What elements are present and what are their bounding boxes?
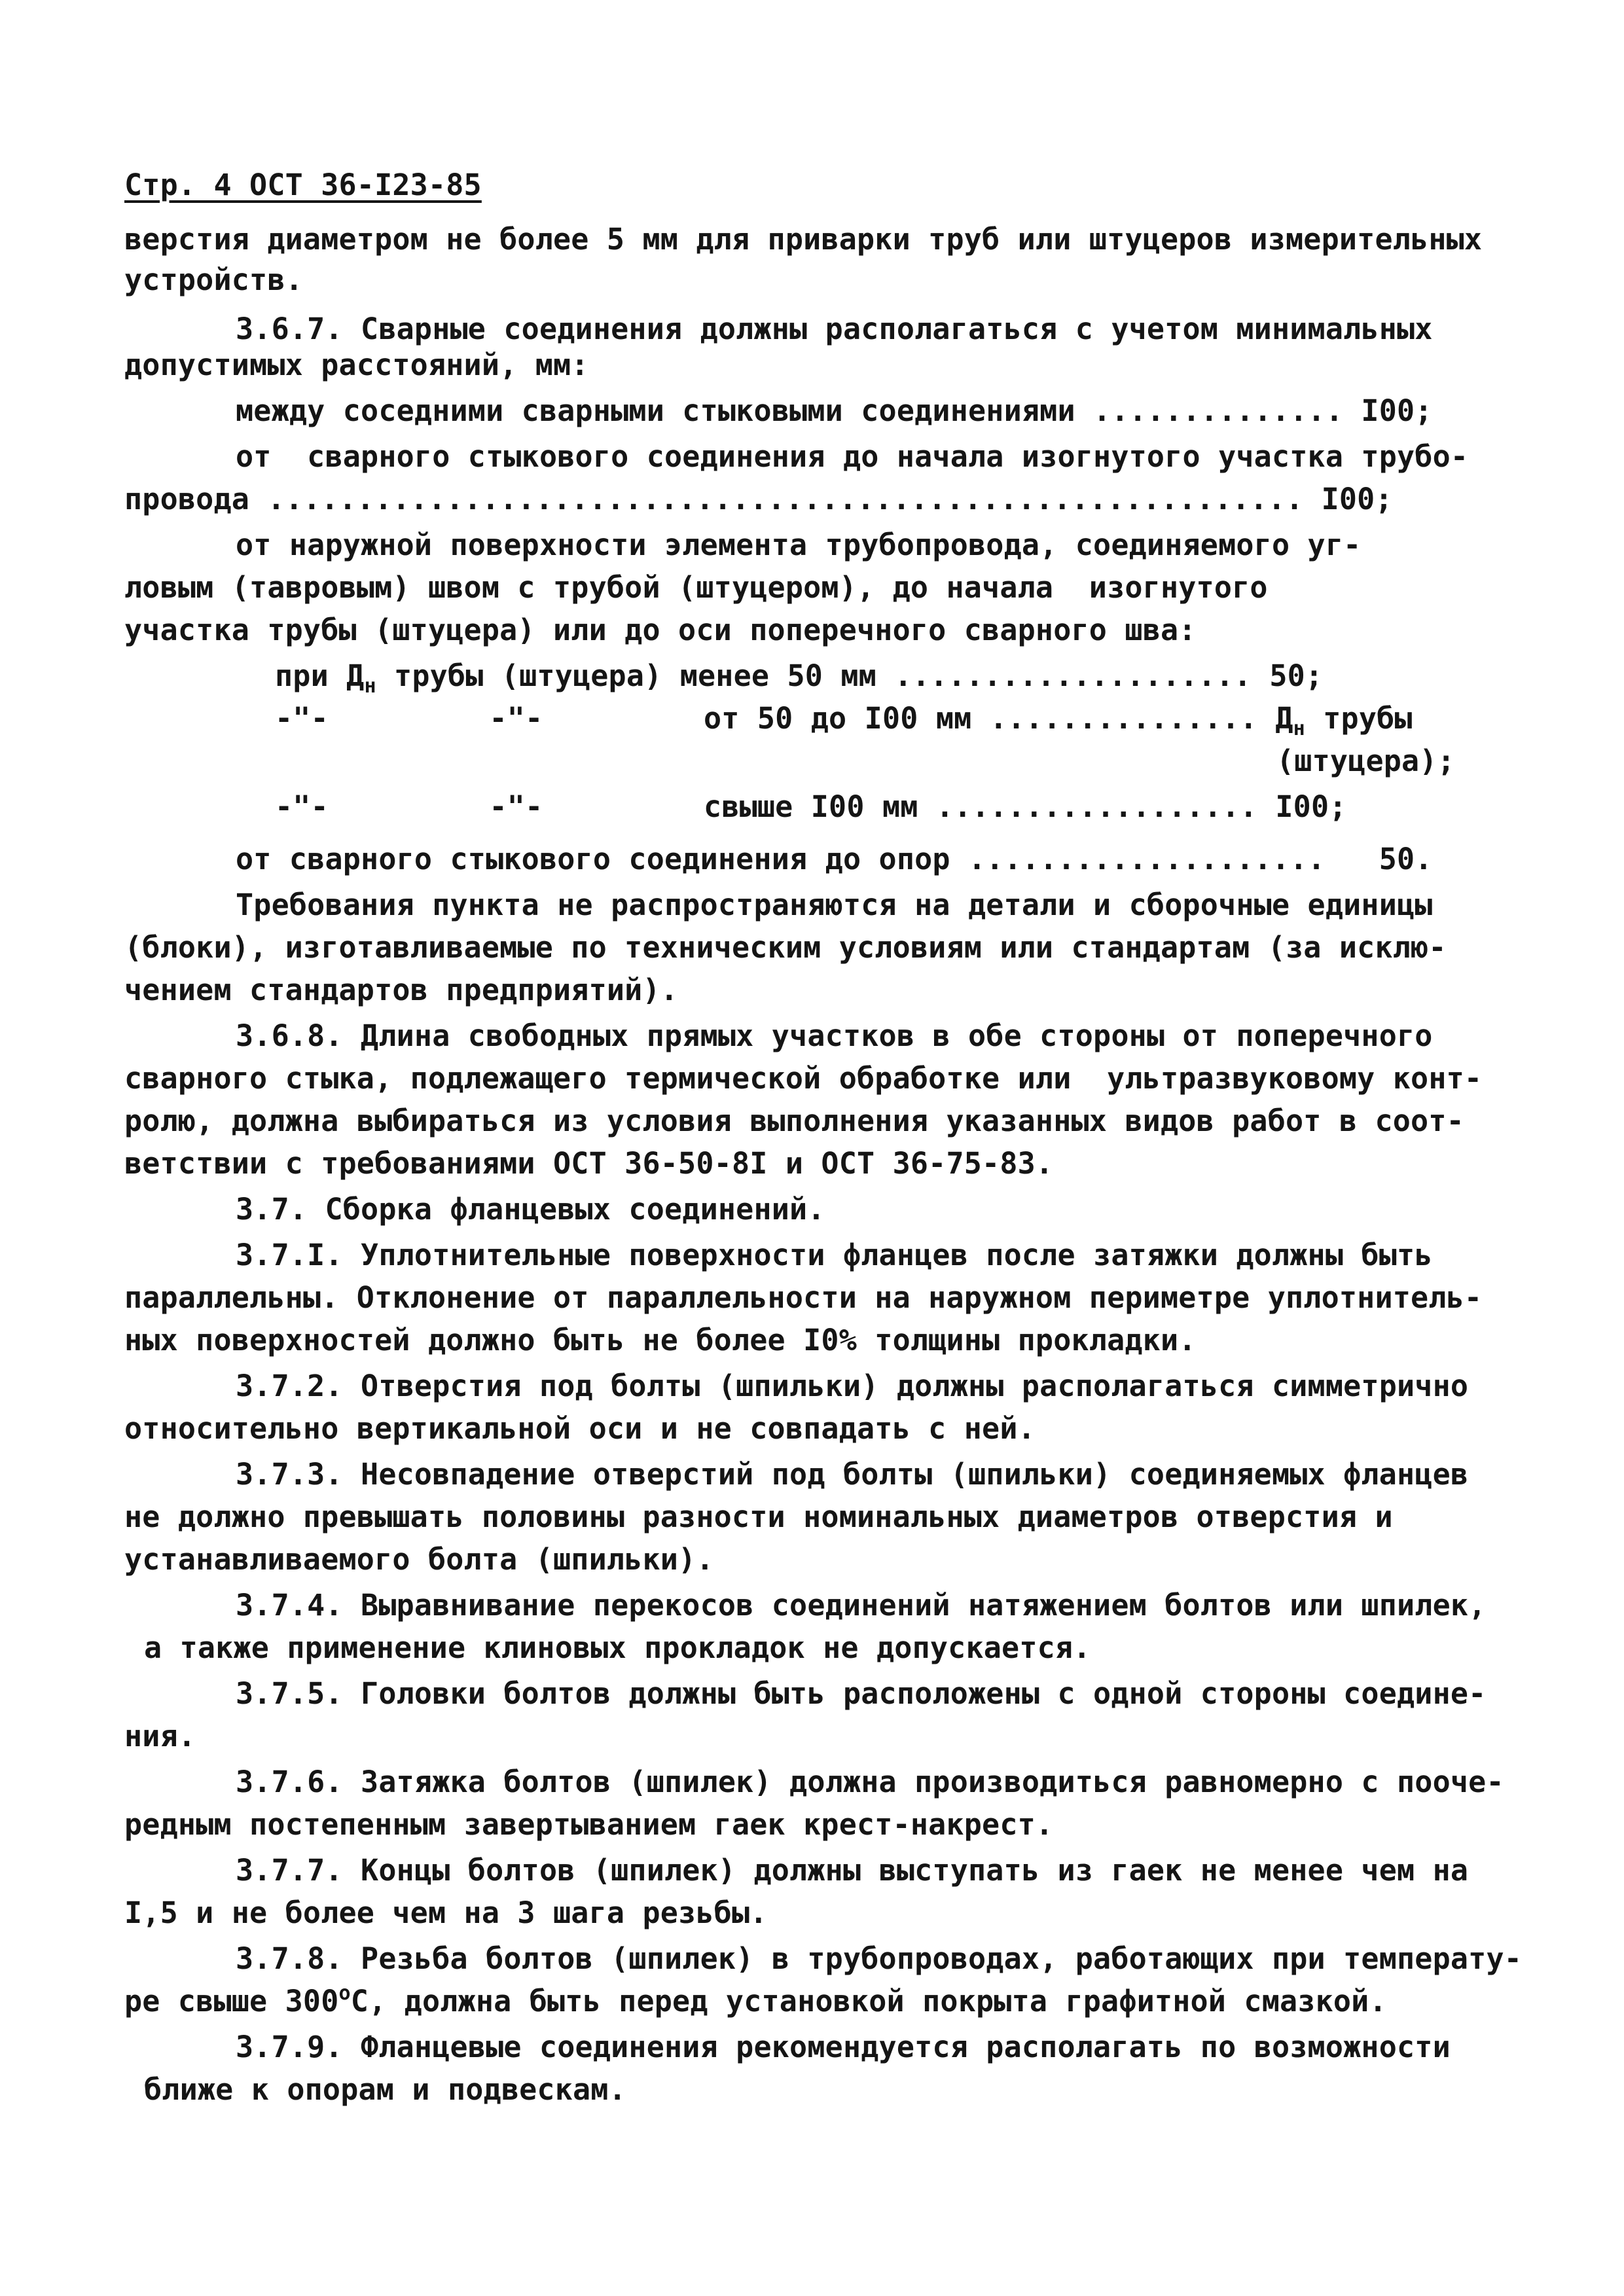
text-line: допустимых расстояний, мм: <box>124 348 589 382</box>
text-line: ных поверхностей должно быть не более I0% толщины прокладки. <box>124 1323 1197 1357</box>
text-line: редным постепенным завертыванием гаек крест-накрест. <box>124 1807 1054 1842</box>
clause-3-7-6: 3.7.6. Затяжка болтов (шпилек) должна производиться равномерно с поoче- <box>236 1765 1504 1799</box>
clause-3-7: 3.7. Сборка фланцевых соединений. <box>236 1192 825 1227</box>
text-line: от сварного стыкового соединения до опор .................... 50. <box>236 842 1433 876</box>
text-line: не должно превышать половины разности номинальных диаметров отверстия и <box>124 1499 1393 1534</box>
text-line: участка трубы (штуцера) или до оси поперечного сварного шва: <box>124 613 1197 647</box>
text-line: Требования пункта не распространяются на детали и сборочные единицы <box>236 888 1433 922</box>
text-line: ветствии с требованиями ОСТ 36-50-8I и ОСТ 36-75-83. <box>124 1146 1054 1181</box>
text-line: от наружной поверхности элемента трубопровода, соединяемого уг- <box>236 528 1362 562</box>
text-line: от сварного стыкового соединения до начала изогнутого участка трубо- <box>236 439 1469 474</box>
text-line: а также применение клиновых прокладок не допускается. <box>144 1630 1091 1665</box>
text-line: I,5 и не более чем на 3 шага резьбы. <box>124 1895 768 1930</box>
clause-3-7-3: 3.7.3. Несовпадение отверстий под болты (шпильки) соединяемых фланцев <box>236 1457 1469 1492</box>
text-line: устройств. <box>124 262 303 297</box>
clause-3-7-5: 3.7.5. Головки болтов должны быть расположены с одной стороны соедине- <box>236 1676 1487 1711</box>
text-line: устанавливаемого болта (шпильки). <box>124 1542 714 1577</box>
text-line: между соседними сварными стыковыми соединениями .............. I00; <box>236 393 1433 428</box>
text-line: ловым (тавровым) швом с трубой (штуцером), до начала изогнутого <box>124 570 1268 605</box>
text-line: при $Д_н$ трубы (штуцера) менее 50 мм .................... 50; <box>275 658 1324 698</box>
text-line: относительно вертикальной оси и не совпадать с ней. <box>124 1411 1036 1446</box>
text-line: -"- -"- от 50 до I00 мм ............... $Д_н$ трубы <box>275 701 1413 740</box>
text-line: параллельны. Отклонение от параллельности на наружном периметре уплотнитель- <box>124 1280 1483 1315</box>
clause-3-7-1: 3.7.I. Уплотнительные поверхности фланцев после затяжки должны быть <box>236 1238 1433 1272</box>
page-header: Стр. 4 ОСТ 36-I23-85 <box>124 168 482 202</box>
text-line: провода .......................................................... I00; <box>124 482 1393 516</box>
clause-3-7-8: 3.7.8. Резьба болтов (шпилек) в трубопроводах, работающих при температу- <box>236 1941 1523 1976</box>
text-line: чением стандартов предприятий). <box>124 973 679 1007</box>
text-line: (штуцера); <box>1276 744 1455 778</box>
text-line: (блоки), изготавливаемые по техническим условиям или стандартам (за исклю- <box>124 930 1447 965</box>
text-line: ближе к опорам и подвескам. <box>144 2072 626 2107</box>
text-line: сварного стыка, подлежащего термической обработке или ультразвуковому конт- <box>124 1061 1483 1096</box>
text-line: ния. <box>124 1719 196 1753</box>
clause-3-6-7: 3.6.7. Сварные соединения должны располагаться с учетом минимальных <box>236 312 1433 346</box>
clause-3-6-8: 3.6.8. Длина свободных прямых участков в обе стороны от поперечного <box>236 1018 1433 1053</box>
clause-3-7-7: 3.7.7. Концы болтов (шпилек) должны выступать из гаек не менее чем на <box>236 1853 1469 1888</box>
text-line: -"- -"- свыше I00 мм .................. I00; <box>275 789 1347 824</box>
clause-3-7-9: 3.7.9. Фланцевые соединения рекомендуется располагать по возможности <box>236 2030 1451 2064</box>
clause-3-7-2: 3.7.2. Отверстия под болты (шпильки) должны располагаться симметрично <box>236 1369 1469 1403</box>
text-line: ролю, должна выбираться из условия выполнения указанных видов работ в соот- <box>124 1103 1464 1138</box>
text-line: верстия диаметром не более 5 мм для приварки труб или штуцеров измерительных <box>124 222 1483 257</box>
text-line: ре свыше $300^оС$, должна быть перед установкой покрыта графитной смазкой. <box>124 1982 1387 2018</box>
clause-3-7-4: 3.7.4. Выравнивание перекосов соединений натяжением болтов или шпилек, <box>236 1588 1487 1623</box>
